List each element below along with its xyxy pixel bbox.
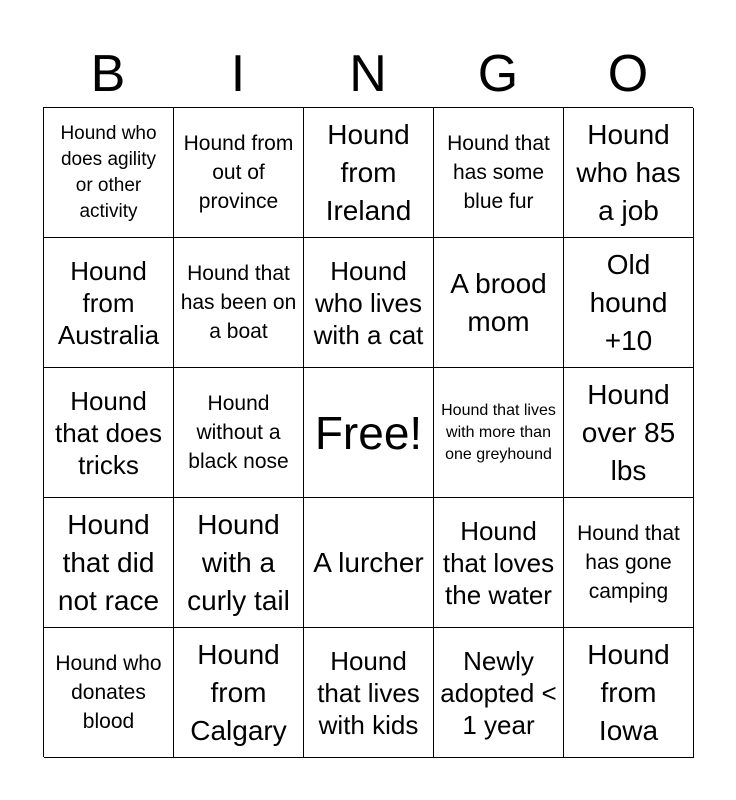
header-letter-i: I xyxy=(230,45,246,103)
cell-text: Hound from Ireland xyxy=(325,118,412,226)
cell-text: Hound that loves the water xyxy=(442,515,555,610)
cell-text: Newly adopted < 1 year xyxy=(440,645,557,740)
cell-text: Hound over 85 lbs xyxy=(581,378,676,486)
bingo-cell[interactable] xyxy=(174,108,304,238)
bingo-cell[interactable] xyxy=(434,238,564,368)
cell-text: Hound with a curly tail xyxy=(187,508,290,616)
cell-text: Hound from Iowa xyxy=(587,638,670,746)
cell-text: Hound without a black nose xyxy=(188,392,289,473)
cell-text: Free! xyxy=(314,406,423,459)
cell-text: Hound from Calgary xyxy=(190,638,287,746)
bingo-grid xyxy=(43,107,693,757)
cell-text: Old hound +10 xyxy=(589,248,668,356)
bingo-cell[interactable] xyxy=(174,238,304,368)
cell-text: Hound that lives with kids xyxy=(317,645,420,740)
bingo-cell[interactable] xyxy=(434,368,564,498)
header-letter-b: B xyxy=(90,45,126,103)
bingo-cell[interactable] xyxy=(174,498,304,628)
cell-text: Hound who has a job xyxy=(576,118,681,226)
cell-text: A brood mom xyxy=(450,267,547,337)
cell-text: A lurcher xyxy=(313,546,424,578)
bingo-cell[interactable] xyxy=(44,628,174,758)
bingo-cell[interactable] xyxy=(564,368,694,498)
bingo-cell[interactable] xyxy=(434,108,564,238)
cell-text: Hound that did not race xyxy=(57,508,160,616)
bingo-cell[interactable] xyxy=(434,498,564,628)
bingo-cell[interactable] xyxy=(564,238,694,368)
bingo-cell[interactable] xyxy=(174,368,304,498)
bingo-cell[interactable] xyxy=(434,628,564,758)
bingo-cell[interactable] xyxy=(304,108,434,238)
bingo-cell[interactable] xyxy=(304,238,434,368)
cell-text: Hound from out of province xyxy=(183,132,294,213)
bingo-cell[interactable] xyxy=(44,238,174,368)
bingo-cell[interactable] xyxy=(564,498,694,628)
bingo-cell[interactable] xyxy=(304,628,434,758)
cell-text: Hound who does agility or other activity xyxy=(60,122,157,222)
bingo-cell[interactable] xyxy=(44,368,174,498)
cell-text: Hound that has been on a boat xyxy=(180,262,297,343)
cell-text: Hound that does tricks xyxy=(55,385,162,480)
cell-text: Hound that lives with more than one greyhound xyxy=(441,401,556,463)
bingo-cell[interactable] xyxy=(44,498,174,628)
bingo-cell[interactable] xyxy=(44,108,174,238)
cell-text: Hound who lives with a cat xyxy=(313,255,424,350)
bingo-cell[interactable] xyxy=(304,498,434,628)
bingo-cell[interactable] xyxy=(174,628,304,758)
cell-text: Hound who donates blood xyxy=(55,652,162,733)
bingo-header xyxy=(43,44,693,104)
cell-text: Hound that has gone camping xyxy=(577,522,680,603)
free-space[interactable] xyxy=(304,368,434,498)
cell-text: Hound from Australia xyxy=(57,255,160,350)
bingo-cell[interactable] xyxy=(564,628,694,758)
bingo-cell[interactable] xyxy=(564,108,694,238)
cell-text: Hound that has some blue fur xyxy=(447,132,550,213)
header-letter-g: G xyxy=(477,45,519,103)
header-letter-o: O xyxy=(607,45,649,103)
header-letter-n: N xyxy=(349,45,387,103)
